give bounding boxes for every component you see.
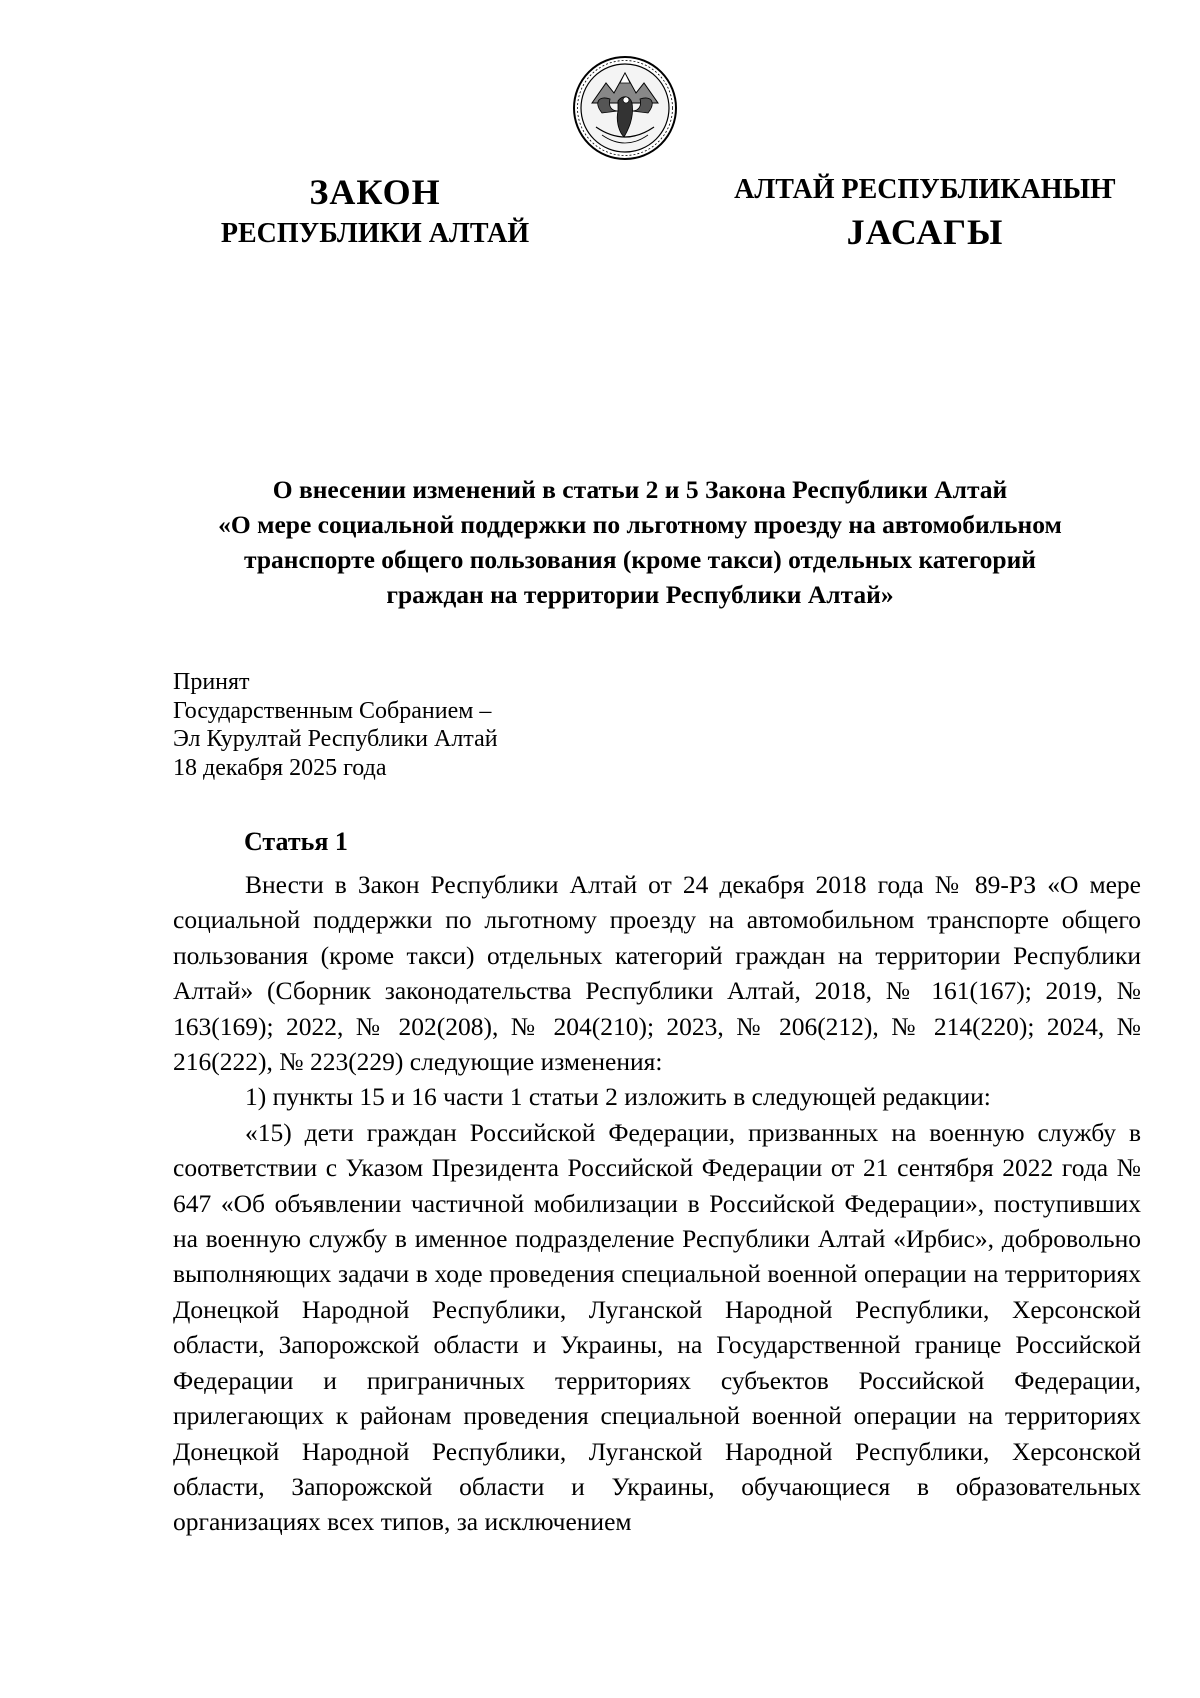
law-heading-altai: ЈАСАГЫ <box>846 212 1004 252</box>
law-title <box>160 472 1120 612</box>
law-title-line: граждан на территории Республики Алтай» <box>386 580 894 609</box>
law-heading-republic-russian: РЕСПУБЛИКИ АЛТАЙ <box>220 218 530 249</box>
article-heading: Статья 1 <box>244 827 348 856</box>
law-title-line: транспорте общего пользования (кроме такси) отдельных категорий <box>244 545 1036 574</box>
coat-of-arms-emblem-icon <box>572 55 678 161</box>
law-heading-russian: ЗАКОН <box>309 172 441 212</box>
adoption-line: Принят <box>173 669 250 695</box>
article-body <box>173 867 1141 1540</box>
adoption-line: Эл Курултай Республики Алтай <box>173 726 498 752</box>
article-paragraph: Внести в Закон Республики Алтай от 24 декабря 2018 года № 89-РЗ «О мере социальной поддержки по льготному проезду на автомобильном транспорте общего пользования (кроме такси) отдельных категорий граждан на территории Республики Алтай» (Сборник законодательства Республики Алтай, 2018, № 161(167); 2019, № 163(169); 2022, № 202(208), № 204(210); 2023, № 206(212), № 214(220); 2024, № 216(222), № 223(229) следующие изменения: <box>173 870 1141 1077</box>
adoption-line: Государственным Собранием – <box>173 697 492 724</box>
adoption-note <box>173 668 498 782</box>
law-title-line: О внесении изменений в статьи 2 и 5 Закона Республики Алтай <box>272 475 1008 504</box>
law-title-line: «О мере социальной поддержки по льготному проезду на автомобильном <box>218 510 1062 539</box>
adoption-date: 18 декабря 2025 года <box>173 754 387 781</box>
law-heading-republic-altai: АЛТАЙ РЕСПУБЛИКАНЫҤ <box>734 174 1116 205</box>
article-paragraph: «15) дети граждан Российской Федерации, призванных на военную службу в соответствии с Указом Президента Российской Федерации от 21 сентября 2022 года № 647 «Об объявлении частичной мобилизации в Российской Федерации», поступивших на военную службу в именное подразделение Республики Алтай «Ирбис», добровольно выполняющих задачи в ходе проведения специальной военной операции на территориях Донецкой Народной Республики, Луганской Народной Республики, Херсонской области, Запорожской области и Украины, на Государственной границе Российской Федерации и приграничных территориях субъектов Российской Федерации, прилегающих к районам проведения специальной военной операции на территориях Донецкой Народной Республики, Луганской Народной Республики, Херсонской области, Запорожской области и Украины, обучающиеся в образовательных организациях всех типов, за исключением <box>173 1117 1141 1537</box>
article-paragraph: 1) пункты 15 и 16 части 1 статьи 2 изложить в следующей редакции: <box>245 1082 991 1112</box>
